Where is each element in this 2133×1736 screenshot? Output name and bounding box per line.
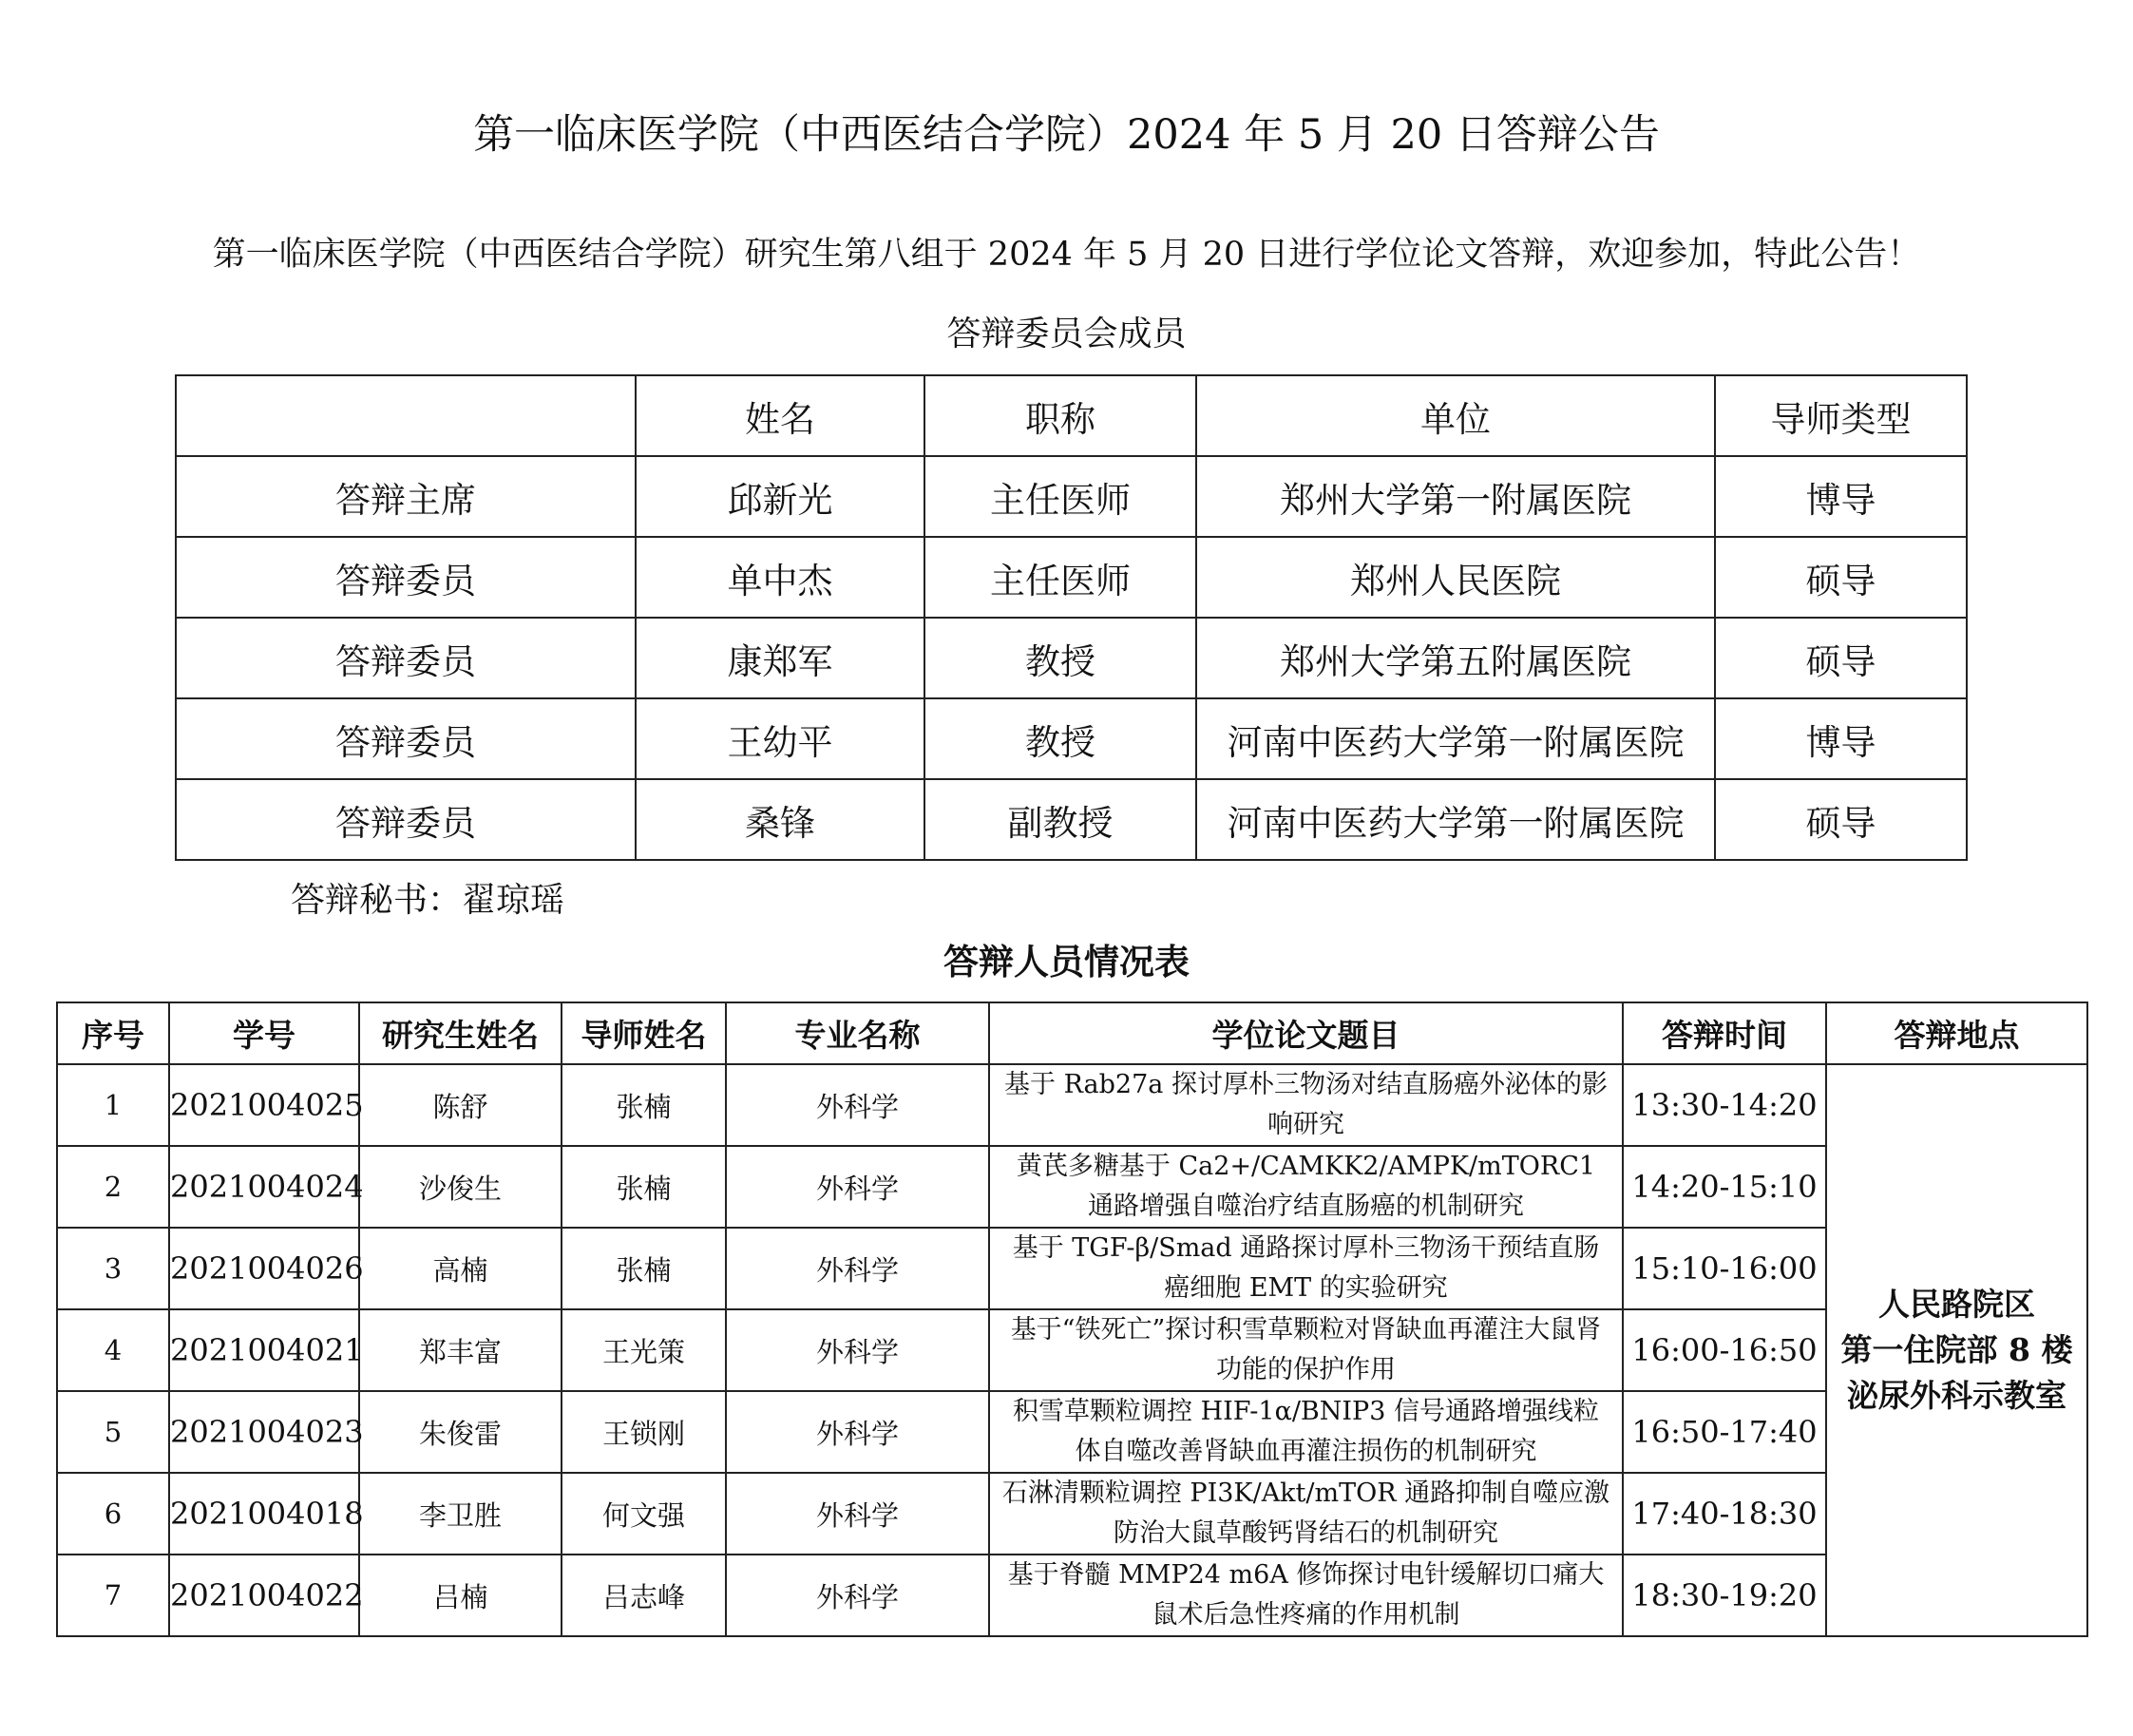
table-row xyxy=(176,456,1967,537)
table-row xyxy=(176,618,1967,698)
major-cell: 外科学 xyxy=(726,1064,989,1146)
student-id-cell: 2021004022 xyxy=(169,1555,359,1636)
supervisor-type-cell: 硕导 xyxy=(1715,779,1967,860)
thesis-title-cell: 石淋清颗粒调控 PI3K/Akt/mTOR 通路抑制自噬应激防治大鼠草酸钙肾结石的机制研究 xyxy=(989,1473,1623,1555)
student-name-cell: 陈舒 xyxy=(359,1064,562,1146)
supervisor-type-cell: 硕导 xyxy=(1715,618,1967,698)
role-cell: 答辩委员 xyxy=(176,618,636,698)
thesis-title-cell: 黄芪多糖基于 Ca2+/CAMKK2/AMPK/mTORC1 通路增强自噬治疗结直肠癌的机制研究 xyxy=(989,1146,1623,1228)
defense-time-cell: 17:40-18:30 xyxy=(1623,1473,1826,1555)
table-header-row xyxy=(176,375,1967,456)
title-cell: 主任医师 xyxy=(924,537,1196,618)
supervisor-type-cell: 博导 xyxy=(1715,698,1967,779)
column-header: 专业名称 xyxy=(726,1002,989,1064)
students-table xyxy=(56,1002,2088,1637)
institution-cell: 河南中医药大学第一附属医院 xyxy=(1196,698,1715,779)
location-line: 第一住院部 8 楼 xyxy=(1840,1331,2073,1368)
role-cell: 答辩委员 xyxy=(176,779,636,860)
table-row xyxy=(57,1309,2087,1391)
defense-time-cell: 13:30-14:20 xyxy=(1623,1064,1826,1146)
role-cell: 答辩委员 xyxy=(176,537,636,618)
institution-cell: 河南中医药大学第一附属医院 xyxy=(1196,779,1715,860)
column-header: 研究生姓名 xyxy=(359,1002,562,1064)
table-row xyxy=(57,1555,2087,1636)
institution-cell: 郑州大学第五附属医院 xyxy=(1196,618,1715,698)
column-header: 学位论文题目 xyxy=(989,1002,1623,1064)
table-row xyxy=(57,1473,2087,1555)
major-cell: 外科学 xyxy=(726,1555,989,1636)
column-header: 学号 xyxy=(169,1002,359,1064)
advisor-name-cell: 张楠 xyxy=(562,1146,726,1228)
students-heading: 答辩人员情况表 xyxy=(943,941,1190,982)
committee-table xyxy=(175,374,1968,861)
advisor-name-cell: 王光策 xyxy=(562,1309,726,1391)
index-cell: 5 xyxy=(57,1391,169,1473)
name-cell: 单中杰 xyxy=(636,537,924,618)
student-id-cell: 2021004026 xyxy=(169,1228,359,1309)
defense-time-cell: 16:50-17:40 xyxy=(1623,1391,1826,1473)
student-name-cell: 郑丰富 xyxy=(359,1309,562,1391)
title-cell: 副教授 xyxy=(924,779,1196,860)
announcement-text: 第一临床医学院（中西医结合学院）研究生第八组于 2024 年 5 月 20 日进行学位论文答辩，欢迎参加，特此公告！ xyxy=(212,236,1921,274)
student-id-cell: 2021004018 xyxy=(169,1473,359,1555)
table-header-row xyxy=(57,1002,2087,1064)
role-cell: 答辩主席 xyxy=(176,456,636,537)
student-id-cell: 2021004025 xyxy=(169,1064,359,1146)
student-name-cell: 李卫胜 xyxy=(359,1473,562,1555)
column-header: 答辩地点 xyxy=(1826,1002,2087,1064)
column-header xyxy=(176,375,636,456)
major-cell: 外科学 xyxy=(726,1473,989,1555)
location-line: 泌尿外科示教室 xyxy=(1847,1377,2066,1414)
name-cell: 桑锋 xyxy=(636,779,924,860)
student-name-cell: 朱俊雷 xyxy=(359,1391,562,1473)
index-cell: 6 xyxy=(57,1473,169,1555)
role-cell: 答辩委员 xyxy=(176,698,636,779)
column-header: 单位 xyxy=(1196,375,1715,456)
defense-location-cell xyxy=(1826,1064,2087,1636)
student-id-cell: 2021004024 xyxy=(169,1146,359,1228)
name-cell: 康郑军 xyxy=(636,618,924,698)
advisor-name-cell: 何文强 xyxy=(562,1473,726,1555)
index-cell: 2 xyxy=(57,1146,169,1228)
major-cell: 外科学 xyxy=(726,1146,989,1228)
secretary-line: 答辩秘书：翟琼瑶 xyxy=(291,881,565,920)
defense-time-cell: 18:30-19:20 xyxy=(1623,1555,1826,1636)
committee-heading: 答辩委员会成员 xyxy=(946,315,1187,353)
advisor-name-cell: 张楠 xyxy=(562,1064,726,1146)
student-name-cell: 沙俊生 xyxy=(359,1146,562,1228)
column-header: 职称 xyxy=(924,375,1196,456)
thesis-title-cell: 积雪草颗粒调控 HIF-1α/BNIP3 信号通路增强线粒体自噬改善肾缺血再灌注损伤的机制研究 xyxy=(989,1391,1623,1473)
advisor-name-cell: 王锁刚 xyxy=(562,1391,726,1473)
table-row xyxy=(57,1228,2087,1309)
major-cell: 外科学 xyxy=(726,1228,989,1309)
title-cell: 教授 xyxy=(924,698,1196,779)
major-cell: 外科学 xyxy=(726,1391,989,1473)
advisor-name-cell: 张楠 xyxy=(562,1228,726,1309)
defense-time-cell: 15:10-16:00 xyxy=(1623,1228,1826,1309)
page-title: 第一临床医学院（中西医结合学院）2024 年 5 月 20 日答辩公告 xyxy=(473,111,1660,159)
table-row xyxy=(176,698,1967,779)
table-row xyxy=(57,1146,2087,1228)
index-cell: 7 xyxy=(57,1555,169,1636)
student-name-cell: 高楠 xyxy=(359,1228,562,1309)
student-name-cell: 吕楠 xyxy=(359,1555,562,1636)
title-cell: 主任医师 xyxy=(924,456,1196,537)
student-id-cell: 2021004021 xyxy=(169,1309,359,1391)
location-line: 人民路院区 xyxy=(1878,1286,2035,1323)
advisor-name-cell: 吕志峰 xyxy=(562,1555,726,1636)
institution-cell: 郑州人民医院 xyxy=(1196,537,1715,618)
defense-time-cell: 14:20-15:10 xyxy=(1623,1146,1826,1228)
index-cell: 4 xyxy=(57,1309,169,1391)
index-cell: 1 xyxy=(57,1064,169,1146)
table-row xyxy=(57,1391,2087,1473)
table-row xyxy=(176,537,1967,618)
thesis-title-cell: 基于 Rab27a 探讨厚朴三物汤对结直肠癌外泌体的影响研究 xyxy=(989,1064,1623,1146)
institution-cell: 郑州大学第一附属医院 xyxy=(1196,456,1715,537)
thesis-title-cell: 基于 TGF-β/Smad 通路探讨厚朴三物汤干预结直肠癌细胞 EMT 的实验研究 xyxy=(989,1228,1623,1309)
major-cell: 外科学 xyxy=(726,1309,989,1391)
supervisor-type-cell: 硕导 xyxy=(1715,537,1967,618)
student-id-cell: 2021004023 xyxy=(169,1391,359,1473)
index-cell: 3 xyxy=(57,1228,169,1309)
column-header: 导师类型 xyxy=(1715,375,1967,456)
defense-time-cell: 16:00-16:50 xyxy=(1623,1309,1826,1391)
title-cell: 教授 xyxy=(924,618,1196,698)
thesis-title-cell: 基于“铁死亡”探讨积雪草颗粒对肾缺血再灌注大鼠肾功能的保护作用 xyxy=(989,1309,1623,1391)
table-row xyxy=(57,1064,2087,1146)
column-header: 姓名 xyxy=(636,375,924,456)
name-cell: 王幼平 xyxy=(636,698,924,779)
thesis-title-cell: 基于脊髓 MMP24 m6A 修饰探讨电针缓解切口痛大鼠术后急性疼痛的作用机制 xyxy=(989,1555,1623,1636)
table-row xyxy=(176,779,1967,860)
column-header: 导师姓名 xyxy=(562,1002,726,1064)
supervisor-type-cell: 博导 xyxy=(1715,456,1967,537)
name-cell: 邱新光 xyxy=(636,456,924,537)
column-header: 答辩时间 xyxy=(1623,1002,1826,1064)
column-header: 序号 xyxy=(57,1002,169,1064)
